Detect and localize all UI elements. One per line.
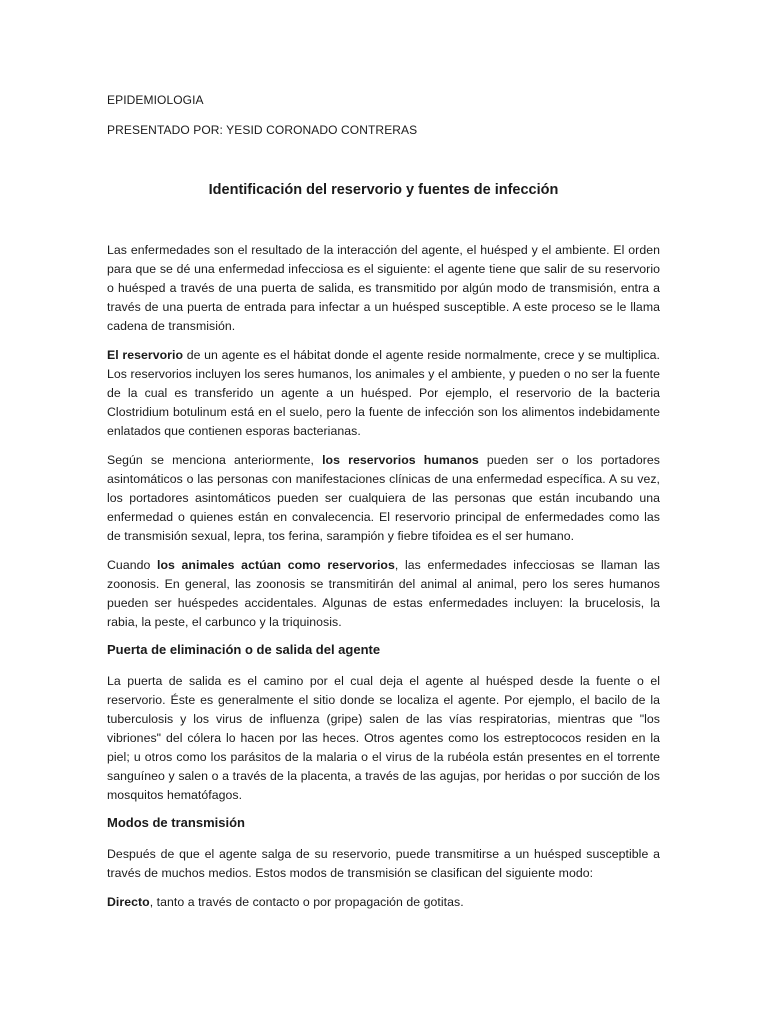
directo-lead: Directo bbox=[107, 895, 150, 909]
document-body bbox=[107, 92, 660, 912]
document-title: Identificación del reservorio y fuentes de infección bbox=[208, 182, 559, 198]
humanos-text: pueden ser o los portadores asintomáticos o las personas con manifestaciones clínicas de una enfermedad específica. A su vez, los portadores asintomáticos pueden ser cualquiera de las personas que están incubando una enfermedad o quienes están en convalecencia. El reservorio principal de enfermedades como las de transmisión sexual, lepra, tos ferina, sarampión y fiebre tifoidea es el ser humano. bbox=[107, 453, 660, 543]
presenter-line: PRESENTADO POR: YESID CORONADO CONTRERAS bbox=[107, 123, 418, 137]
reservorio-lead: El reservorio bbox=[107, 348, 184, 362]
subject-line: EPIDEMIOLOGIA bbox=[107, 93, 204, 107]
salida-heading: Puerta de eliminación o de salida del agente bbox=[107, 642, 381, 657]
directo-text: , tanto a través de contacto o por propagación de gotitas. bbox=[149, 895, 464, 909]
directo-paragraph bbox=[107, 893, 660, 912]
intro-paragraph: Las enfermedades son el resultado de la interacción del agente, el huésped y el ambiente. El orden para que se dé una enfermedad infecciosa es el siguiente: el agente tiene que salir de su reservorio o huésped a través de una puerta de salida, es transmitido por algún modo de transmisión, entra a través de una puerta de entrada para infectar a un huésped susceptible. A este proceso se le llama cadena de transmisión. bbox=[107, 243, 660, 333]
animales-before: Cuando bbox=[107, 558, 157, 572]
animales-text: , las enfermedades infecciosas se llaman las zoonosis. En general, las zoonosis se transmitirán del animal al animal, pero los seres humanos pueden ser huéspedes accidentales. Algunas de estas enfermedades incluyen: la brucelosis, la rabia, la peste, el carbunco y la triquinosis. bbox=[107, 558, 660, 629]
humanos-lead: los reservorios humanos bbox=[322, 453, 479, 467]
reservorio-text: de un agente es el hábitat donde el agente reside normalmente, crece y se multiplica. Los reservorios incluyen los seres humanos, los animales y el ambiente, y pueden o no ser la fuente de la cual es transferido un agente a un huésped. Por ejemplo, el reservorio de la bacteria Clostridium botulinum está en el suelo, pero la fuente de infección son los alimentos indebidamente enlatados que contienen esporas bacterianas. bbox=[107, 348, 660, 438]
animales-paragraph bbox=[107, 556, 660, 632]
reservorio-paragraph bbox=[107, 346, 660, 441]
modos-heading: Modos de transmisión bbox=[107, 815, 245, 830]
humanos-before: Según se menciona anteriormente, bbox=[107, 453, 323, 467]
salida-paragraph: La puerta de salida es el camino por el cual deja el agente al huésped desde la fuente o el reservorio. Éste es generalmente el sitio donde se localiza el agente. Por ejemplo, el bacilo de la tuberculosis y los virus de influenza (gripe) salen de las vías respiratorias, mientras que "los vibriones" del cólera lo hacen por las heces. Otros agentes como los estreptococos residen en la piel; u otros como los parásitos de la malaria o el virus de la rubéola están presentes en el torrente sanguíneo y salen o a través de la placenta, a través de las agujas, por heridas o por succión de los mosquitos hematófagos. bbox=[107, 674, 660, 802]
animales-lead: los animales actúan como reservorios bbox=[157, 558, 395, 572]
humanos-paragraph bbox=[107, 451, 660, 546]
modos-paragraph: Después de que el agente salga de su reservorio, puede transmitirse a un huésped susceptible a través de muchos medios. Estos modos de transmisión se clasifican del siguiente modo: bbox=[107, 847, 660, 880]
